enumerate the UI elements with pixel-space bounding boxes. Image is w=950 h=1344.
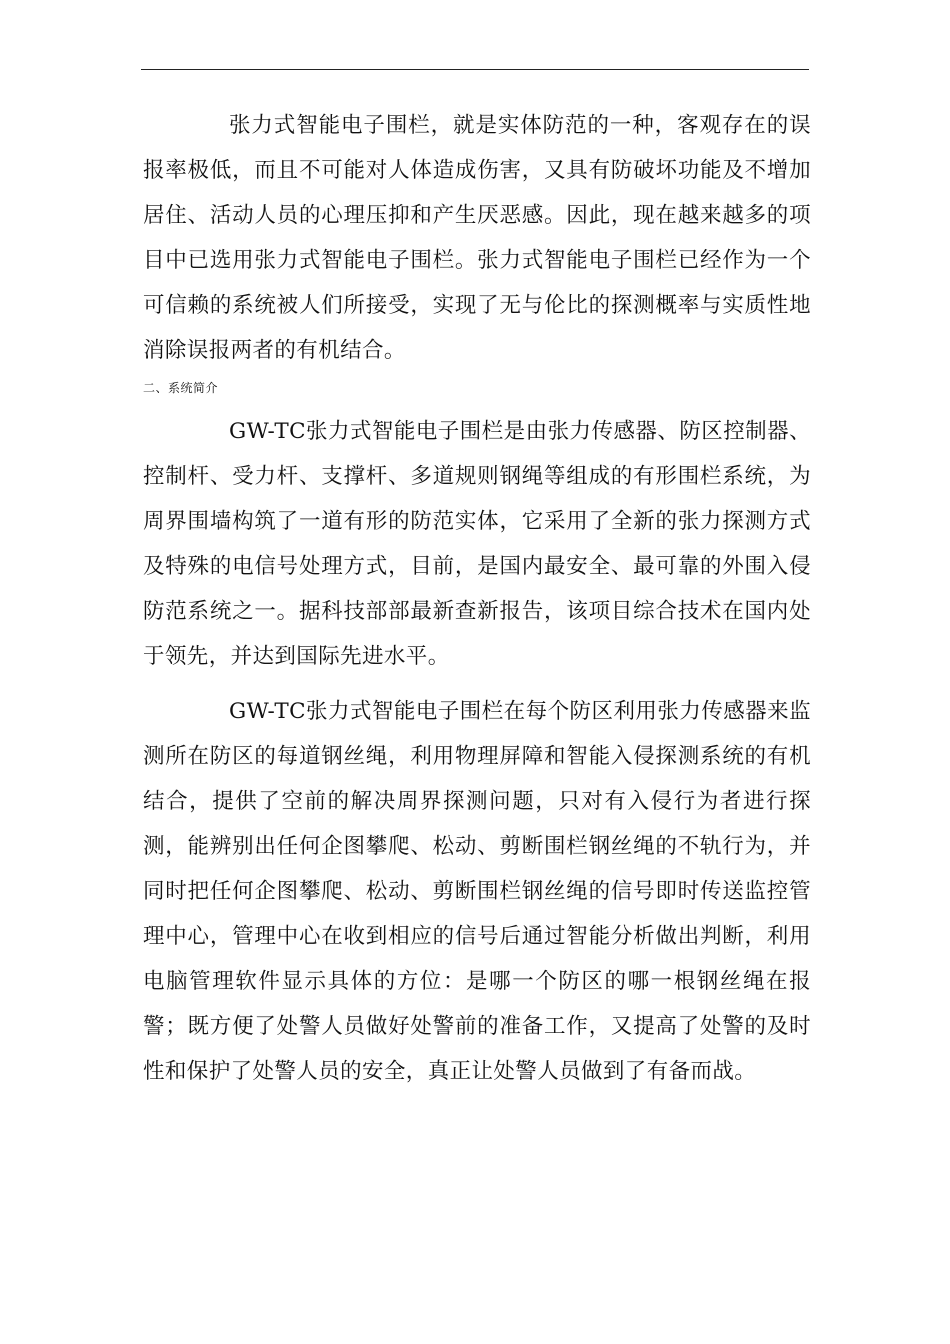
section-heading: 二、系统简介 [143, 381, 219, 395]
detection-mechanism-paragraph: GW-TC张力式智能电子围栏在每个防区利用张力传感器来监测所在防区的每道钢丝绳，利用物理屏障和智能入侵探测系统的有机结合，提供了空前的解决周界探测问题，只对有入侵行为者进行探测，能辨别出任何企图攀爬、松动、剪断围栏钢丝绳的不轨行为，并同时把任何企图攀爬、松动、剪断围栏钢丝绳的信号即时传送监控管理中心，管理中心在收到相应的信号后通过智能分析做出判断，利用电脑管理软件显示具体的方位：是哪一个防区的哪一根钢丝绳在报警；既方便了处警人员做好处警前的准备工作，又提高了处警的及时性和保护了处警人员的安全，真正让处警人员做到了有备而战。 [143, 699, 811, 1084]
paragraph-gap [143, 679, 811, 689]
intro-paragraph: 张力式智能电子围栏，就是实体防范的一种，客观存在的误报率极低，而且不可能对人体造成伤害，又具有防破坏功能及不增加居住、活动人员的心理压抑和产生厌恶感。因此，现在越来越多的项目中已选用张力式智能电子围栏。张力式智能电子围栏已经作为一个可信赖的系统被人们所接受，实现了无与伦比的探测概率与实质性地消除误报两者的有机结合。 [143, 113, 811, 363]
system-overview-paragraph: GW-TC张力式智能电子围栏是由张力传感器、防区控制器、控制杆、受力杆、支撑杆、多道规则钢绳等组成的有形围栏系统，为周界围墙构筑了一道有形的防范实体，它采用了全新的张力探测方式及特殊的电信号处理方式，目前，是国内最安全、最可靠的外围入侵防范系统之一。据科技部部最新查新报告，该项目综合技术在国内处于领先，并达到国际先进水平。 [143, 419, 811, 669]
document-body [143, 103, 811, 1094]
header-rule [141, 69, 809, 70]
